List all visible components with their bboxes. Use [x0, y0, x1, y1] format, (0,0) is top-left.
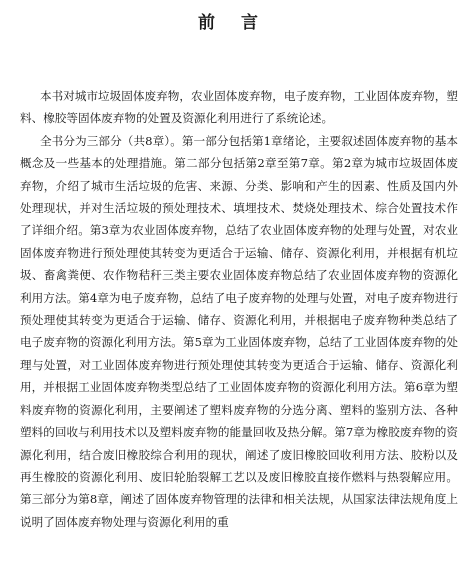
- paragraph-intro: 本书对城市垃圾固体废弃物，农业固体废弃物，电子废弃物，工业固体废弃物，塑料、橡胶等固体废弃物的处置及资源化利用进行了系统论述。: [20, 89, 458, 126]
- paragraph-structure: 全书分为三部分（共8章）。第一部分包括第1章绪论，主要叙述固体废弃物的基本概念及一些基本的处理措施。第二部分包括第2章至第7章。第2章为城市垃圾固体废弃物，介绍了城市生活垃圾的危害、来源、分类、影响和产生的因素、性质及国内外处理现状，并对生活垃圾的预处理技术、填埋技术、焚烧处理技术、综合处置技术作了详细介绍。第3章为农业固体废弃物，总结了农业固体废弃物的处理与处置，对农业固体废弃物进行预处理使其转变为更适合于运输、储存、资源化利用，并根据有机垃圾、畜禽粪便、农作物秸秆三类主要农业固体废弃物总结了农业固体废弃物的资源化利用方法。第4章为电子废弃物，总结了电子废弃物的处理与处置，对电子废弃物进行预处理使其转变为更适合于运输、储存、资源化利用，并根据电子废弃物种类总结了电子废弃物的资源化利用方法。第5章为工业固体废弃物，总结了工业固体废弃物的处理与处置，对工业固体废弃物进行预处理使其转变为更适合于运输、储存、资源化利用，并根据工业固体废弃物类型总结了工业固体废弃物的资源化利用方法。第6章为塑料废弃物的资源化利用，主要阐述了塑料废弃物的分选分离、塑料的鉴别方法、各种塑料的回收与利用技术以及塑料废弃物的能量回收及热分解。第7章为橡胶废弃物的资源化利用，结合废旧橡胶综合利用的现状，阐述了废旧橡胶回收利用方法、胶粉以及再生橡胶的资源化利用、废旧轮胎裂解工艺以及废旧橡胶直接作燃料与热裂解应用。第三部分为第8章，阐述了固体废弃物管理的法律和相关法规，从国家法律法规角度上说明了固体废弃物处理与资源化利用的重: [20, 133, 458, 529]
- page-title: 前 言: [198, 13, 268, 33]
- body-text: [20, 85, 462, 533]
